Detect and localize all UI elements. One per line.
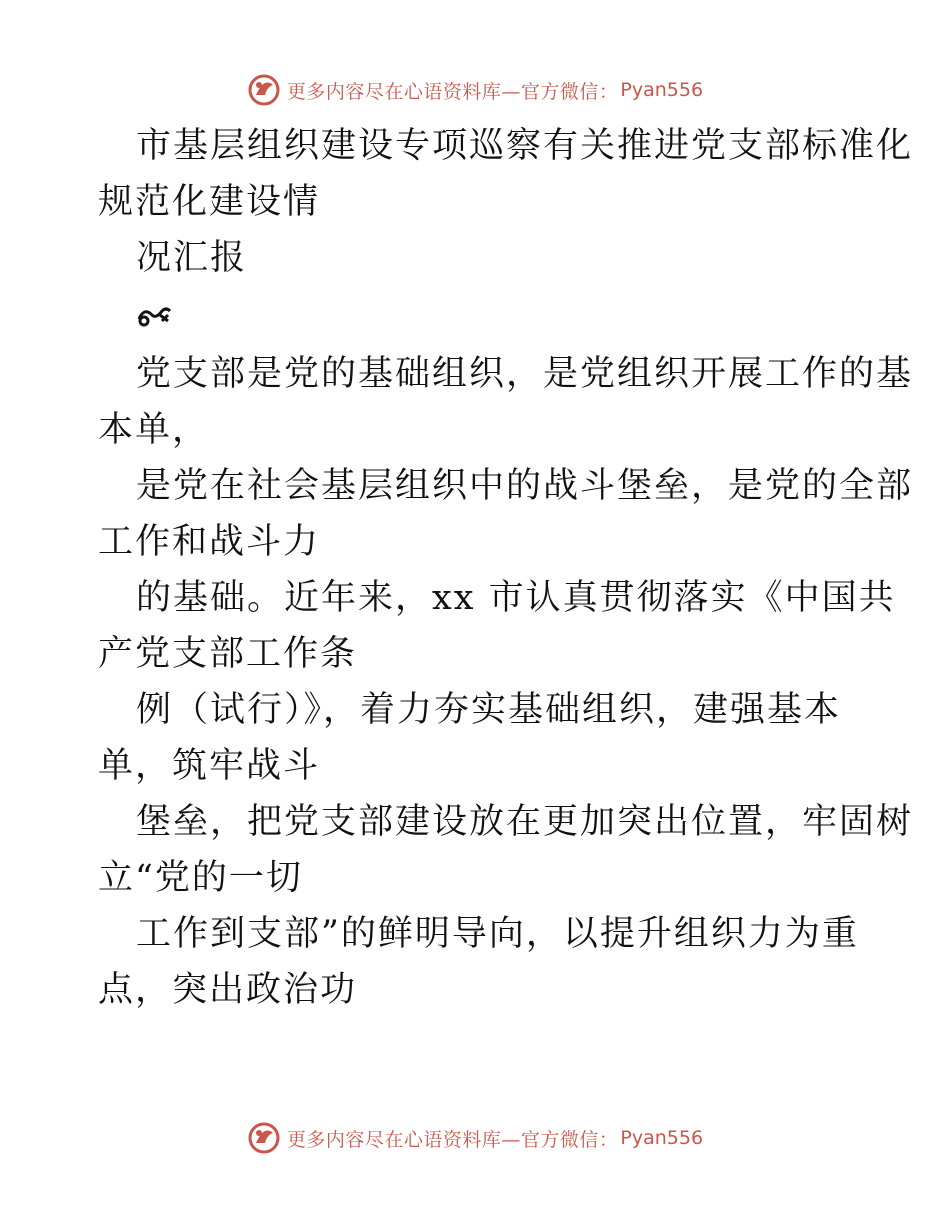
paragraph-line: 产党支部工作条 — [98, 634, 358, 674]
footer-watermark — [0, 1118, 950, 1158]
paragraph-line: 堡垒，把党支部建设放在更加突出位置，牢固树 — [136, 802, 914, 842]
floral-ornament-icon — [98, 286, 868, 346]
paragraph-line: 工作和战斗力 — [98, 522, 321, 562]
paragraph-line: 工作到支部”的鲜明导向，以提升组织力为重 — [136, 914, 859, 954]
watermark-text: 更多内容尽在心语资料库—官方微信： — [286, 1128, 619, 1151]
header-watermark — [0, 70, 950, 110]
paragraph-line: 点，突出政治功 — [98, 970, 358, 1010]
watermark-text: 更多内容尽在心语资料库—官方微信： — [286, 80, 619, 103]
title-line-1: 市基层组织建设专项巡察有关推进党支部标准化 — [136, 126, 914, 166]
paragraph-line: 本单， — [98, 410, 210, 450]
watermark-wechat-id: Pyan556 — [620, 1127, 704, 1149]
paragraph-line: 党支部是党的基础组织，是党组织开展工作的基 — [136, 354, 914, 394]
title-line-2: 规范化建设情 — [98, 182, 321, 222]
paragraph-line: 立“党的一切 — [98, 858, 303, 898]
paragraph-line: 是党在社会基层组织中的战斗堡垒，是党的全部 — [136, 466, 914, 506]
paragraph-line: 单，筑牢战斗 — [98, 746, 321, 786]
title-line-3: 况汇报 — [136, 238, 248, 278]
watermark-wechat-id: Pyan556 — [620, 79, 704, 101]
document-body — [98, 118, 914, 1018]
paragraph-line: 的基础。近年来，xx 市认真贯彻落实《中国共 — [136, 578, 896, 618]
ink-swirl-logo-icon — [247, 1121, 281, 1155]
ink-swirl-logo-icon — [247, 73, 281, 107]
paragraph-line: 例（试行）》，着力夯实基础组织，建强基本 — [136, 690, 842, 730]
